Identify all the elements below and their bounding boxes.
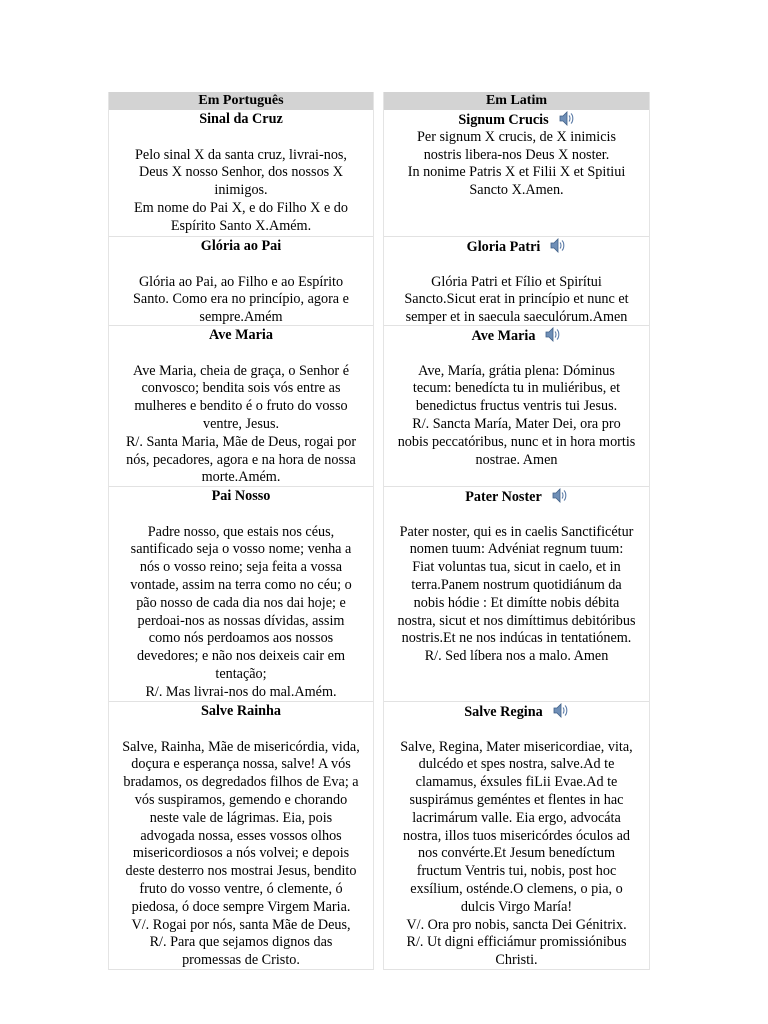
header-portuguese: Em Português: [109, 92, 373, 110]
cell-la-salve-regina: [384, 702, 649, 970]
table-border-left: [108, 92, 109, 970]
prayer-text: Pater noster, qui es in caelis Sanctificétur nomen tuum: Advéniat regnum tuum: Fiat voluntas tua, sicut in caelo, et in terra.Panem nostrum quotidiánum da nobis hódie : Et dimítte nobis débita nostra, sicut et nos dimíttimus debitóribus nostris.Et ne nos indúcas in tentatiónem. R/. Sed líbera nos a malo. Amen: [397, 523, 636, 665]
cell-la-gloria-patri: [384, 237, 649, 326]
cell-pt-salve-rainha: [109, 702, 373, 970]
prayer-text: Glória ao Pai, ao Filho e ao Espírito Santo. Como era no princípio, agora e sempre.Amém: [133, 273, 349, 326]
prayer-title: Pai Nosso: [211, 488, 271, 504]
prayer-text: Padre nosso, que estais nos céus, santificado seja o vosso nome; venha a nós o vosso reino; seja feita a vossa vontade, assim na terra como no céu; o pão nosso de cada dia nos dai hoje; e perdoai-nos as nossas dívidas, assim como nós perdoamos aos nossos devedores; e não nos deixeis cair em tentação; R/. Mas livrai-nos do mal.Amém.: [130, 523, 352, 700]
cell-la-signum-crucis: [384, 110, 649, 237]
speaker-icon[interactable]: [559, 111, 575, 126]
prayer-title: Salve Rainha: [200, 703, 282, 719]
prayer-text: Pelo sinal X da santa cruz, livrai-nos, Deus X nosso Senhor, dos nossos X inimigos. Em nome do Pai X, e do Filho X e do Espírito Santo X.Amém.: [134, 146, 348, 234]
prayer-title: Signum Crucis: [458, 112, 549, 128]
prayer-title: Gloria Patri: [466, 239, 541, 255]
prayer-text: Ave, María, grátia plena: Dóminus tecum: benedícta tu in muliéribus, et benedictus fructus ventris tui Jesus. R/. Sancta María, Mater Dei, ora pro nobis peccatóribus, nunc et in hora mortis nostrae. Amen: [397, 362, 636, 468]
prayer-text: Per signum X crucis, de X inimicis nostris libera-nos Deus X noster. In nonime Patris X et Filii X et Spitiui Sancto X.Amen.: [407, 128, 626, 199]
speaker-icon[interactable]: [552, 488, 568, 503]
prayer-title: Sinal da Cruz: [199, 111, 283, 127]
speaker-icon[interactable]: [553, 703, 569, 718]
cell-pt-sinal-da-cruz: [109, 110, 373, 237]
speaker-icon[interactable]: [550, 238, 566, 253]
cell-pt-pai-nosso: [109, 487, 373, 702]
cell-pt-ave-maria: [109, 326, 373, 487]
prayer-text: Salve, Regina, Mater misericordiae, vita, dulcédo et spes nostra, salve.Ad te clamamus, éxsules fiLii Evae.Ad te suspirámus geméntes et flentes in hac lacrimárum valle. Eia ergo, advocáta nostra, illos tuos misericórdes óculos ad nos convérte.Et Jesum benedíctum fructum Ventris tui, nobis, post hoc exsílium, osténde.O clemens, o pia, o dulcis Virgo María! V/. Ora pro nobis, sancta Dei Génitrix. R/. Ut digni efficiámur promissiónibus Christi.: [400, 738, 633, 969]
table-border-right: [649, 92, 650, 970]
prayer-title: Ave Maria: [471, 328, 536, 344]
speaker-icon[interactable]: [545, 327, 561, 342]
header-latin: Em Latim: [384, 92, 649, 110]
prayer-title: Salve Regina: [464, 704, 543, 720]
cell-la-pater-noster: [384, 487, 649, 702]
prayer-title: Glória ao Pai: [200, 238, 282, 254]
cell-la-ave-maria: [384, 326, 649, 487]
table-border-mid-left: [373, 92, 374, 970]
prayer-title: Ave Maria: [209, 327, 273, 343]
prayer-text: Salve, Rainha, Mãe de misericórdia, vida, doçura e esperança nossa, salve! A vós bradamos, os degredados filhos de Eva; a vós suspiramos, gemendo e chorando neste vale de lágrimas. Eia, pois advogada nossa, esses vossos olhos misericordiosos a nós volvei; e depois deste desterro nos mostrai Jesus, bendito fruto do vosso ventre, ó clemente, ó piedosa, ó doce sempre Virgem Maria. V/. Rogai por nós, santa Mãe de Deus, R/. Para que sejamos dignos das promessas de Cristo.: [122, 738, 360, 969]
cell-pt-gloria-ao-pai: [109, 237, 373, 326]
prayer-text: Ave Maria, cheia de graça, o Senhor é convosco; bendita sois vós entre as mulheres e bendito é o fruto do vosso ventre, Jesus. R/. Santa Maria, Mãe de Deus, rogai por nós, pecadores, agora e na hora de nossa morte.Amém.: [125, 362, 357, 486]
prayer-title: Pater Noster: [465, 489, 542, 505]
table-border-mid-right: [383, 92, 384, 970]
prayer-text: Glória Patri et Fílio et Spirítui Sancto.Sicut erat in princípio et nunc et semper et in saecula saeculórum.Amen: [404, 273, 629, 326]
